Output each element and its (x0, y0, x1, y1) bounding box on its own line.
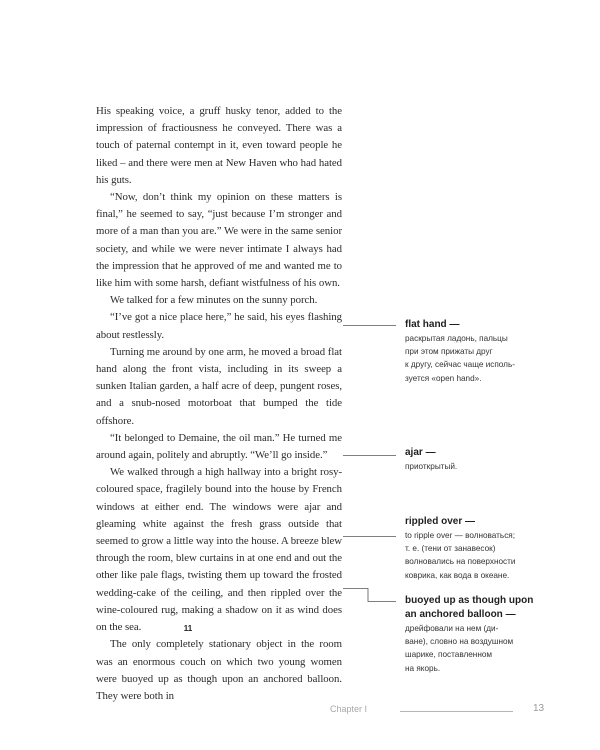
paragraph: Turning me around by one arm, he moved a broad flat hand along the front vista, including in its sweep a sunken Italian garden, a half acre of deep, pungent roses, and a snub-nosed motorboat that bumped the tide offshore. (96, 345, 342, 427)
note-definition (405, 332, 555, 385)
note-definition (405, 460, 555, 473)
definition-line: на якорь. (405, 663, 441, 673)
note-term: rippled over — (405, 516, 476, 527)
definition-line: дрейфовали на нем (ди- (405, 624, 499, 633)
definition-line: к другу, сейчас чаще исполь- (405, 360, 515, 370)
term-line: buoyed up as though upon (405, 595, 534, 606)
footer-page-number: 13 (533, 703, 545, 714)
paragraph: “Now, don’t think my opinion on these matters is final,” he seemed to say, “just because I’m stronger and more of a man than you are.” We were in the same senior society, and while we were never intimate I always had the impression that he approved of me and wanted me to like him with some harsh, defiant wistfulness of his own. (96, 191, 342, 290)
footer-chapter-label: Chapter I (330, 704, 368, 714)
paragraph: His speaking voice, a gruff husky tenor, added to the impression of fractiousness he conveyed. There was a touch of paternal contempt in it, even toward people he liked – and there were men at New Haven who had hated his guts. (96, 105, 342, 186)
definition-line: раскрытая ладонь, пальцы (405, 334, 508, 343)
definition-line: ване), словно на воздушном (405, 637, 514, 647)
inner-page-number: 11 (183, 624, 193, 633)
note-ajar (405, 446, 555, 473)
note-rippled-over (405, 515, 555, 582)
footer-divider (400, 711, 513, 712)
note-term: ajar — (405, 447, 436, 458)
note-definition (405, 529, 555, 582)
note-term (405, 594, 555, 622)
note-term: flat hand — (405, 319, 460, 330)
definition-line: шарике, поставленном (405, 650, 493, 660)
paragraph: We walked through a high hallway into a bright rosy-coloured space, fragilely bound into the house by French windows at either end. The windows were ajar and gleaming white against the fresh grass outside that seemed to grow a little way into the house. A breeze blew through the room, blew curtains in at one end and out the other like pale flags, twisting them up toward the frosted wedding-cake of the ceiling, and then rippled over the wine-coloured rug, making a shadow on it as wind does on the sea. (96, 466, 343, 634)
note-buoyed-up (405, 594, 555, 675)
term-line: an anchored balloon — (405, 609, 516, 620)
definition-line: зуется «open hand». (405, 373, 482, 383)
paragraph: The only completely stationary object in the room was an enormous couch on which two young women were buoyed up as though upon an anchored balloon. They were both in (96, 638, 342, 702)
paragraph: “I’ve got a nice place here,” he said, his eyes flashing about restlessly. (96, 311, 342, 341)
note-flat-hand (405, 318, 555, 385)
note-definition (405, 622, 555, 675)
definition-line: приоткрытый. (405, 462, 458, 471)
definition-line: волновались на поверхности (405, 557, 516, 567)
definition-line: т. е. (тени от занавесок) (405, 544, 496, 554)
definition-line: to ripple over — волноваться; (405, 531, 515, 540)
definition-line: коврика, как вода в океане. (405, 570, 510, 580)
connector-line-buoyed-up (343, 589, 396, 602)
definition-line: при этом прижаты друг (405, 347, 493, 357)
paragraph: We talked for a few minutes on the sunny porch. (110, 294, 318, 307)
paragraph: “It belonged to Demaine, the oil man.” He turned me around again, politely and abruptly. “We’ll go inside.” (96, 431, 342, 462)
